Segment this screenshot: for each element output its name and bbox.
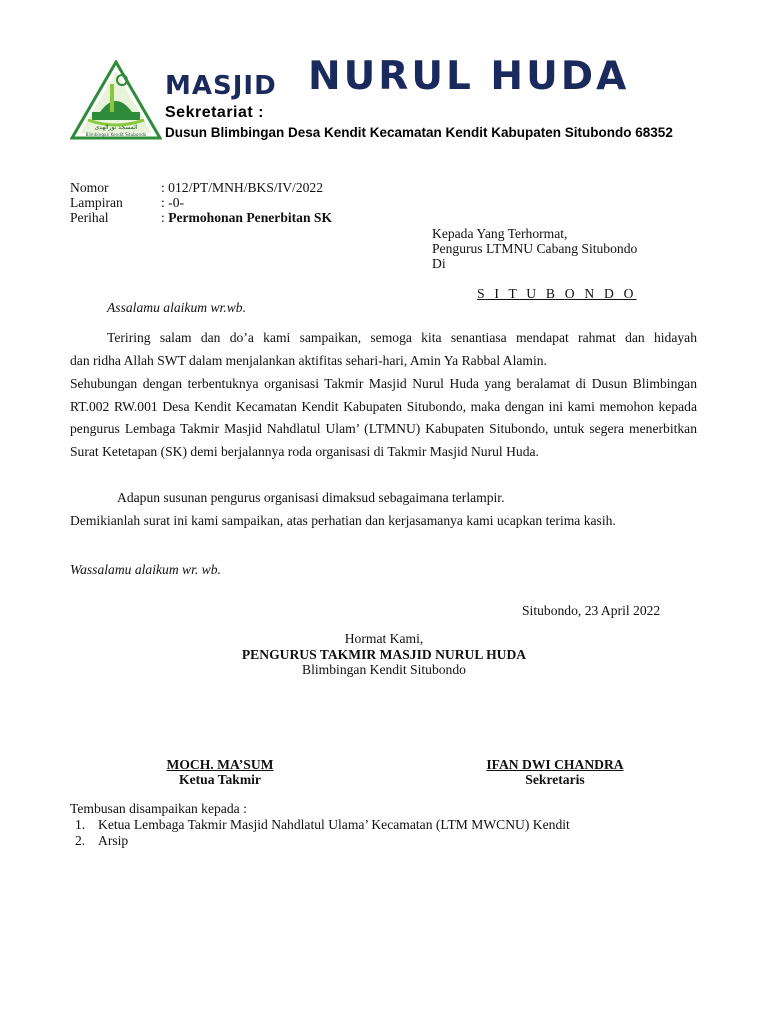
paragraph-1-line-2: dan ridha Allah SWT dalam menjalankan aktifitas sehari-hari, Amin Ya Rabbal Alamin. bbox=[70, 353, 547, 368]
recipient-line-3: Di bbox=[432, 256, 446, 271]
logo-arabic: المسجد نورالهدى bbox=[94, 124, 138, 131]
left-signatory-name: MOCH. MA’SUM bbox=[166, 757, 274, 772]
right-signatory-title: Sekretaris bbox=[525, 772, 585, 787]
letterhead-masjid: MASJID bbox=[165, 71, 277, 101]
cc-list-item: 1. Ketua Lembaga Takmir Masjid Nahdlatul Ulama’ Kecamatan (LTM MWCNU) Kendit bbox=[75, 817, 570, 832]
left-signatory-title: Ketua Takmir bbox=[179, 772, 261, 787]
signatory-location: Blimbingan Kendit Situbondo bbox=[302, 662, 466, 677]
paragraph-2: Sehubungan dengan terbentuknya organisasi Takmir Masjid Nurul Huda yang beralamat di Dusun Blimbingan RT.002 RW.001 Desa Kendit Kecamatan Kendit Kabupaten Situbondo, maka dengan ini kami memohon kepada pengurus Lembaga Takmir Masjid Nahdlatul Ulam’ (LTMNU) Kabupaten Situbondo, untuk segera menerbitkan Surat Ketetapan (SK) demi berjalannya roda organisasi di Takmir Masjid Nurul Huda. bbox=[70, 376, 697, 460]
letterhead-secretariat: Sekretariat : bbox=[165, 104, 264, 121]
lampiran-value: : -0- bbox=[161, 195, 185, 210]
letterhead-address: Dusun Blimbingan Desa Kendit Kecamatan Kendit Kabupaten Situbondo 68352 bbox=[165, 125, 673, 140]
nomor-value: : 012/PT/MNH/BKS/IV/2022 bbox=[161, 180, 324, 195]
letterhead-mosque-name: NURUL HUDA bbox=[308, 54, 630, 99]
perihal-label: Perihal bbox=[70, 210, 109, 225]
cc-list-item: 2. Arsip bbox=[75, 833, 129, 848]
regards: Hormat Kami, bbox=[344, 631, 424, 646]
perihal-value: : Permohonan Penerbitan SK bbox=[161, 210, 333, 225]
mosque-logo-icon bbox=[70, 60, 162, 142]
lampiran-label: Lampiran bbox=[70, 195, 123, 210]
closing-salutation: Wassalamu alaikum wr. wb. bbox=[70, 562, 221, 577]
recipient-city: S I T U B O N D O bbox=[477, 286, 637, 301]
right-signatory-name: IFAN DWI CHANDRA bbox=[486, 757, 624, 772]
paragraph-1-line-1: Teriring salam dan do’a kami sampaikan, semoga kita senantiasa mendapat rahmat dan hidayah bbox=[107, 330, 697, 345]
logo-caption: Blimbingan Kendit Situbondo bbox=[85, 132, 147, 137]
recipient-line-1: Kepada Yang Terhormat, bbox=[432, 226, 568, 241]
signatory-organization: PENGURUS TAKMIR MASJID NURUL HUDA bbox=[241, 647, 527, 662]
paragraph-3: Adapun susunan pengurus organisasi dimaksud sebagaimana terlampir. bbox=[117, 490, 505, 505]
cc-heading: Tembusan disampaikan kepada : bbox=[70, 801, 247, 816]
recipient-line-2: Pengurus LTMNU Cabang Situbondo bbox=[432, 241, 638, 256]
nomor-label: Nomor bbox=[70, 180, 109, 195]
letter-date: Situbondo, 23 April 2022 bbox=[522, 603, 661, 618]
paragraph-4: Demikianlah surat ini kami sampaikan, atas perhatian dan kerjasamanya kami ucapkan terima kasih. bbox=[70, 513, 616, 528]
greeting: Assalamu alaikum wr.wb. bbox=[107, 300, 246, 315]
